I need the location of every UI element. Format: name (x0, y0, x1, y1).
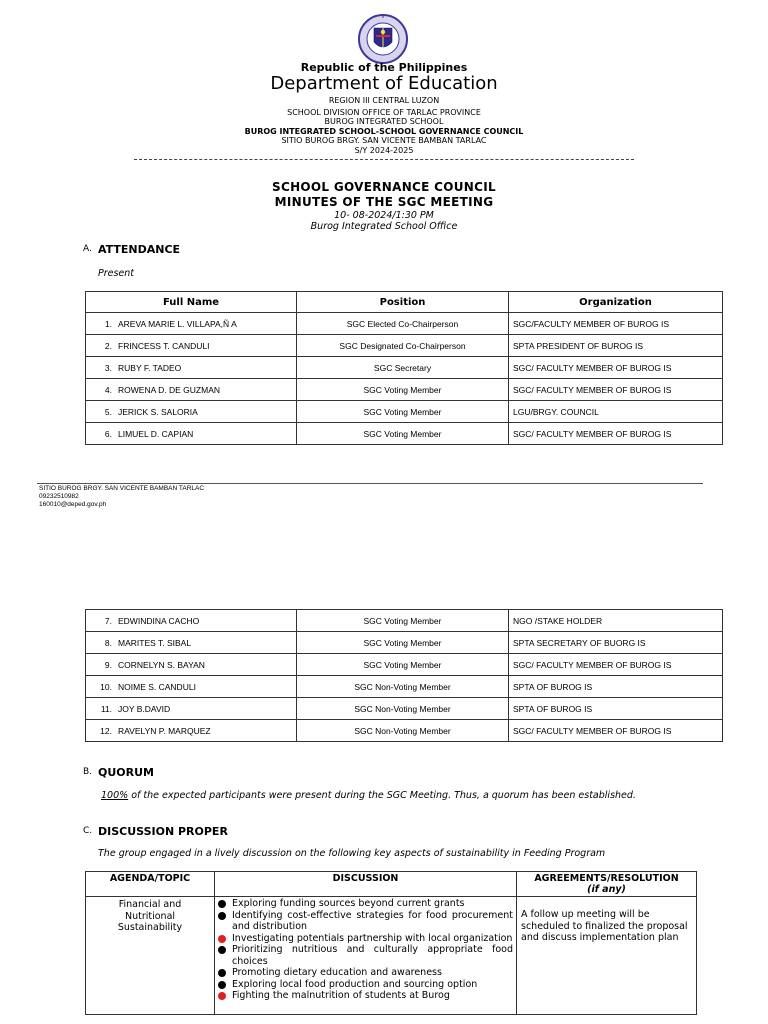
footer-address: SITIO BUROG BRGY. SAN VICENTE BAMBAN TARLAC (39, 485, 205, 492)
header-divider (134, 159, 634, 160)
discussion-bullet (215, 990, 516, 1002)
bullet-text: Exploring funding sources beyond current grants (232, 898, 465, 909)
discussion-bullet (215, 967, 516, 979)
bullet-dot-icon (218, 935, 226, 943)
division-text: SCHOOL DIVISION OFFICE OF TARLAC PROVINCE (287, 108, 481, 117)
present-label: Present (98, 268, 135, 279)
discussion-bullets (215, 898, 516, 1002)
discussion-bullet (215, 933, 516, 945)
doc-title-line1: SCHOOL GOVERNANCE COUNCIL (272, 180, 496, 194)
topic-cell: Financial and Nutritional Sustainability (86, 897, 215, 1015)
member-name: CORNELYN S. BAYAN (118, 659, 205, 670)
member-name: EDWINDINA CACHO (118, 615, 200, 626)
table-row (86, 423, 723, 445)
table-row (86, 897, 697, 1015)
row-number: 6. (104, 428, 112, 439)
table-row (86, 720, 723, 742)
agreements-title: AGREEMENTS/RESOLUTION (534, 873, 679, 884)
republic-heading: Republic of the Philippines (300, 61, 468, 74)
discussion-table (85, 871, 697, 1015)
position-cell: SGC Voting Member (297, 423, 509, 445)
organization-cell: SPTA OF BUROG IS (509, 698, 723, 720)
col-header-agreements (517, 872, 697, 897)
position-cell: SGC Non-Voting Member (297, 720, 509, 742)
quorum-text: of the expected participants were present during the SGC Meeting. Thus, a quorum has been established. (128, 790, 636, 801)
row-number: 4. (104, 384, 112, 395)
name-cell (86, 357, 297, 379)
bullet-text: Exploring local food production and sourcing option (232, 978, 478, 990)
bullet-text: Prioritizing nutritious and culturally appropriate food choices (232, 944, 513, 967)
organization-cell: SGC/ FACULTY MEMBER OF BUROG IS (509, 654, 723, 676)
agreements-subtitle: (if any) (587, 884, 626, 895)
member-name: LIMUEL D. CAPIAN (118, 428, 194, 439)
bullet-dot-icon (218, 981, 226, 989)
doc-title-line2: MINUTES OF THE SGC MEETING (274, 195, 494, 209)
department-heading: Department of Education (270, 73, 498, 94)
name-cell (86, 379, 297, 401)
organization-cell: SPTA PRESIDENT OF BUROG IS (509, 335, 723, 357)
organization-cell: SGC/ FACULTY MEMBER OF BUROG IS (509, 423, 723, 445)
page-footer (39, 485, 204, 509)
member-name: FRINCESS T. CANDULI (118, 340, 210, 351)
footer-email: 160010@deped.gov.ph (39, 501, 107, 508)
col-header-discussion: DISCUSSION (215, 872, 517, 897)
bullet-text: Promoting dietary education and awareness (232, 967, 442, 978)
quorum-statement (101, 790, 636, 801)
name-cell (86, 335, 297, 357)
organization-cell: SPTA SECRETARY OF BUORG IS (509, 632, 723, 654)
section-b-heading: QUORUM (98, 766, 154, 779)
section-a-letter: A. (83, 244, 92, 254)
member-name: MARITES T. SIBAL (118, 637, 192, 648)
row-number: 8. (104, 637, 112, 648)
council-text: BUROG INTEGRATED SCHOOL-SCHOOL GOVERNANCE COUNCIL (244, 127, 524, 136)
row-number: 12. (100, 725, 112, 736)
organization-cell: SPTA OF BUROG IS (509, 676, 723, 698)
bullet-dot-icon (218, 946, 226, 954)
quorum-percent: 100% (101, 790, 129, 801)
member-name: JOY B.DAVID (118, 703, 171, 714)
position-cell: SGC Voting Member (297, 610, 509, 632)
bullet-text: Identifying cost-effective strategies for food procurement and distribution (232, 909, 513, 932)
organization-cell: SGC/ FACULTY MEMBER OF BUROG IS (509, 379, 723, 401)
name-cell (86, 632, 297, 654)
bullet-text: Investigating potentials partnership with local organization (232, 932, 513, 944)
footer-divider (37, 483, 703, 484)
name-cell (86, 698, 297, 720)
member-name: ROWENA D. DE GUZMAN (118, 384, 221, 395)
section-c-heading: DISCUSSION PROPER (98, 825, 228, 838)
bullet-dot-icon (218, 912, 226, 920)
section-a-heading: ATTENDANCE (98, 243, 181, 256)
position-cell: SGC Designated Co-Chairperson (297, 335, 509, 357)
table-row (86, 335, 723, 357)
school-year-text: S/Y 2024-2025 (354, 146, 414, 155)
table-row (86, 698, 723, 720)
discussion-cell (215, 897, 517, 1015)
bullet-dot-icon (218, 992, 226, 1000)
col-header-fullname: Full Name (86, 292, 297, 313)
discussion-intro: The group engaged in a lively discussion on the following key aspects of sustainability in Feeding Program (98, 848, 606, 859)
organization-cell: NGO /STAKE HOLDER (509, 610, 723, 632)
position-cell: SGC Non-Voting Member (297, 676, 509, 698)
col-header-organization: Organization (509, 292, 723, 313)
row-number: 3. (104, 362, 112, 373)
region-text: REGION III CENTRAL LUZON (328, 96, 440, 105)
resolution-cell: A follow up meeting will be scheduled to finalized the proposal and discuss implementation plan (517, 897, 697, 1015)
row-number: 10. (100, 681, 112, 692)
member-name: JERICK S. SALORIA (118, 406, 198, 417)
position-cell: SGC Non-Voting Member (297, 698, 509, 720)
organization-cell: LGU/BRGY. COUNCIL (509, 401, 723, 423)
school-text: BUROG INTEGRATED SCHOOL (324, 117, 444, 126)
table-row (86, 676, 723, 698)
discussion-bullet (215, 979, 516, 991)
table-header-row (86, 872, 697, 897)
position-cell: SGC Voting Member (297, 654, 509, 676)
table-header-row (86, 292, 723, 313)
row-number: 1. (104, 318, 112, 329)
table-row (86, 379, 723, 401)
attendance-table-page1 (85, 291, 723, 445)
position-cell: SGC Voting Member (297, 401, 509, 423)
table-row (86, 313, 723, 335)
name-cell (86, 720, 297, 742)
row-number: 7. (104, 615, 112, 626)
member-name: AREVA MARIE L. VILLAPA,Ñ A (118, 318, 237, 329)
member-name: RUBY F. TADEO (118, 362, 182, 373)
name-cell (86, 654, 297, 676)
name-cell (86, 423, 297, 445)
bullet-dot-icon (218, 969, 226, 977)
table-row (86, 632, 723, 654)
name-cell (86, 610, 297, 632)
section-b-letter: B. (83, 767, 93, 777)
table-row (86, 610, 723, 632)
name-cell (86, 676, 297, 698)
member-name: NOIME S. CANDULI (118, 681, 196, 692)
row-number: 9. (104, 659, 112, 670)
discussion-bullet (215, 898, 516, 910)
row-number: 2. (104, 340, 112, 351)
name-cell (86, 401, 297, 423)
bullet-text: Fighting the malnutrition of students at Burog (232, 990, 450, 1001)
col-header-position: Position (297, 292, 509, 313)
attendance-table-page2 (85, 609, 723, 742)
position-cell: SGC Secretary (297, 357, 509, 379)
table-row (86, 401, 723, 423)
section-c-letter: C. (83, 826, 93, 836)
table-row (86, 357, 723, 379)
discussion-bullet (215, 944, 516, 967)
position-cell: SGC Voting Member (297, 379, 509, 401)
organization-cell: SGC/ FACULTY MEMBER OF BUROG IS (509, 357, 723, 379)
member-name: RAVELYN P. MARQUEZ (118, 725, 211, 736)
organization-cell: SGC/ FACULTY MEMBER OF BUROG IS (509, 720, 723, 742)
discussion-bullet (215, 910, 516, 933)
meeting-datetime: 10- 08-2024/1:30 PM (334, 210, 434, 221)
address-text: SITIO BUROG BRGY. SAN VICENTE BAMBAN TARLAC (281, 136, 487, 145)
footer-phone: 09232510982 (39, 493, 79, 500)
deped-seal-icon (358, 14, 408, 64)
row-number: 5. (104, 406, 112, 417)
position-cell: SGC Voting Member (297, 632, 509, 654)
col-header-agenda: AGENDA/TOPIC (86, 872, 215, 897)
name-cell (86, 313, 297, 335)
position-cell: SGC Elected Co-Chairperson (297, 313, 509, 335)
meeting-venue: Burog Integrated School Office (310, 221, 458, 232)
bullet-dot-icon (218, 900, 226, 908)
row-number: 11. (100, 703, 112, 714)
table-row (86, 654, 723, 676)
organization-cell: SGC/FACULTY MEMBER OF BUROG IS (509, 313, 723, 335)
